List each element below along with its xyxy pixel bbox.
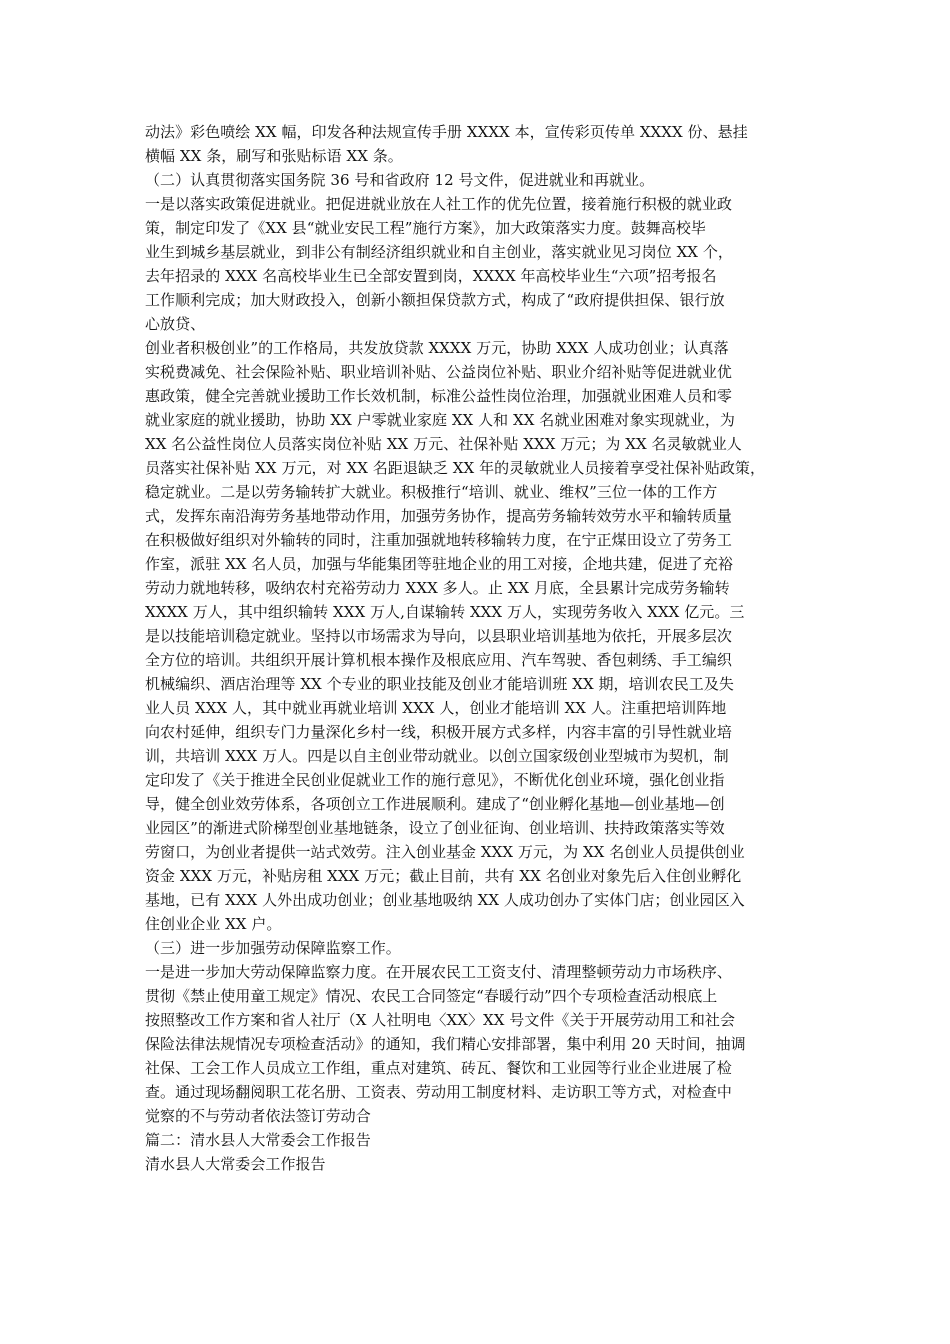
text-line: 动法》彩色喷绘 XX 幅，印发各种法规宣传手册 XXXX 本，宣传彩页传单 XXXX 份、悬挂 <box>145 123 748 141</box>
text-line: 查。通过现场翻阅职工花名册、工资表、劳动用工制度材料、走访职工等方式，对检查中 <box>145 1083 732 1101</box>
text-line: 全方位的培训。共组织开展计算机根本操作及根底应用、汽车驾驶、香包刺绣、手工编织 <box>145 651 732 669</box>
text-line: 向农村延伸，组织专门力量深化乡村一线，积极开展方式多样，内容丰富的引导性就业培 <box>145 723 732 741</box>
text-line: 是以技能培训稳定就业。坚持以市场需求为导向，以县职业培训基地为依托，开展多层次 <box>145 627 732 645</box>
text-line: 基地，已有 XXX 人外出成功创业；创业基地吸纳 XX 人成功创办了实体门店；创业园区入 <box>145 891 745 909</box>
text-line: 定印发了《关于推进全民创业促就业工作的施行意见》，不断优化创业环境，强化创业指 <box>145 771 725 789</box>
text-line: 资金 XXX 万元，补贴房租 XXX 万元；截止目前，共有 XX 名创业对象先后入住创业孵化 <box>145 867 742 885</box>
text-line: 业园区”的渐进式阶梯型创业基地链条，设立了创业征询、创业培训、扶持政策落实等效 <box>145 819 725 837</box>
section-heading: （二）认真贯彻落实国务院 36 号和省政府 12 号文件，促进就业和再就业。 <box>145 171 655 189</box>
text-line: 业人员 XXX 人，其中就业再就业培训 XXX 人，创业才能培训 XX 人。注重把培训阵地 <box>145 699 727 717</box>
document-page <box>145 120 817 1176</box>
text-line: 业生到城乡基层就业，到非公有制经济组织就业和自主创业，落实就业见习岗位 XX 个， <box>145 243 733 261</box>
text-line: 稳定就业。二是以劳务输转扩大就业。积极推行“培训、就业、维权”三位一体的工作方 <box>145 483 718 501</box>
text-line: 劳动力就地转移，吸纳农村充裕劳动力 XXX 多人。止 XX 月底，全县累计完成劳务输转 <box>145 579 730 597</box>
chapter-heading: 篇二：清水县人大常委会工作报告 <box>145 1131 371 1149</box>
text-line: 一是进一步加大劳动保障监察力度。在开展农民工工资支付、清理整顿劳动力市场秩序、 <box>145 963 732 981</box>
text-line: 创业者积极创业”的工作格局，共发放贷款 XXXX 万元，协助 XXX 人成功创业；认真落 <box>145 339 729 357</box>
text-line: 一是以落实政策促进就业。把促进就业放在人社工作的优先位置，接着施行积极的就业政 <box>145 195 732 213</box>
text-line: 训，共培训 XXX 万人。四是以自主创业带动就业。以创立国家级创业型城市为契机，制 <box>145 747 729 765</box>
text-line: 住创业企业 XX 户。 <box>145 915 282 933</box>
text-line: XXXX 万人，其中组织输转 XXX 万人,自谋输转 XXX 万人，实现劳务收入 XXX 亿元。三 <box>145 603 745 621</box>
text-line: 惠政策，健全完善就业援助工作长效机制，标准公益性岗位治理，加强就业困难人员和零 <box>145 387 732 405</box>
text-line: 策，制定印发了《XX 县“就业安民工程”施行方案》，加大政策落实力度。鼓舞高校毕 <box>145 219 706 237</box>
text-line: 工作顺利完成；加大财政投入，创新小额担保贷款方式，构成了“政府提供担保、银行放 <box>145 291 725 309</box>
text-line: 贯彻《禁止使用童工规定》情况、农民工合同签定“春暖行动”四个专项检查活动根底上 <box>145 987 718 1005</box>
text-line: 在积极做好组织对外输转的同时，注重加强就地转移输转力度，在宁正煤田设立了劳务工 <box>145 531 732 549</box>
text-line: 觉察的不与劳动者依法签订劳动合 <box>145 1107 371 1125</box>
text-line: 机械编织、酒店治理等 XX 个专业的职业技能及创业才能培训班 XX 期，培训农民工及失 <box>145 675 734 693</box>
text-line: 员落实社保补贴 XX 万元，对 XX 名距退缺乏 XX 年的灵敏就业人员接着享受社保补贴政策， <box>145 459 766 477</box>
section-heading: （三）进一步加强劳动保障监察工作。 <box>145 939 401 957</box>
text-line: 就业家庭的就业援助，协助 XX 户零就业家庭 XX 人和 XX 名就业困难对象实现就业，为 <box>145 411 735 429</box>
text-line: 按照整改工作方案和省人社厅（X 人社明电〈XX〉XX 号文件《关于开展劳动用工和社会 <box>145 1011 736 1029</box>
text-line: 实税费减免、社会保险补贴、职业培训补贴、公益岗位补贴、职业介绍补贴等促进就业优 <box>145 363 732 381</box>
text-line: 导，健全创业效劳体系，各项创立工作进展顺利。建成了“创业孵化基地—创业基地—创 <box>145 795 725 813</box>
text-line: 心放贷、 <box>145 315 206 333</box>
text-line: 社保、工会工作人员成立工作组，重点对建筑、砖瓦、餐饮和工业园等行业企业进展了检 <box>145 1059 732 1077</box>
text-line: 式，发挥东南沿海劳务基地带动作用，加强劳务协作，提高劳务输转效劳水平和输转质量 <box>145 507 732 525</box>
text-line: 保险法律法规情况专项检查活动》的通知，我们精心安排部署，集中利用 20 天时间，抽调 <box>145 1035 746 1053</box>
text-line: 作室，派驻 XX 名人员，加强与华能集团等驻地企业的用工对接，企地共建，促进了充裕 <box>145 555 733 573</box>
text-line: 劳窗口，为创业者提供一站式效劳。注入创业基金 XXX 万元，为 XX 名创业人员提供创业 <box>145 843 745 861</box>
text-line: 横幅 XX 条，刷写和张贴标语 XX 条。 <box>145 147 403 165</box>
text-line: 去年招录的 XXX 名高校毕业生已全部安置到岗，XXXX 年高校毕业生“六项”招考报名 <box>145 267 717 285</box>
report-title: 清水县人大常委会工作报告 <box>145 1155 326 1173</box>
text-line: XX 名公益性岗位人员落实岗位补贴 XX 万元、社保补贴 XXX 万元；为 XX 名灵敏就业人 <box>145 435 742 453</box>
